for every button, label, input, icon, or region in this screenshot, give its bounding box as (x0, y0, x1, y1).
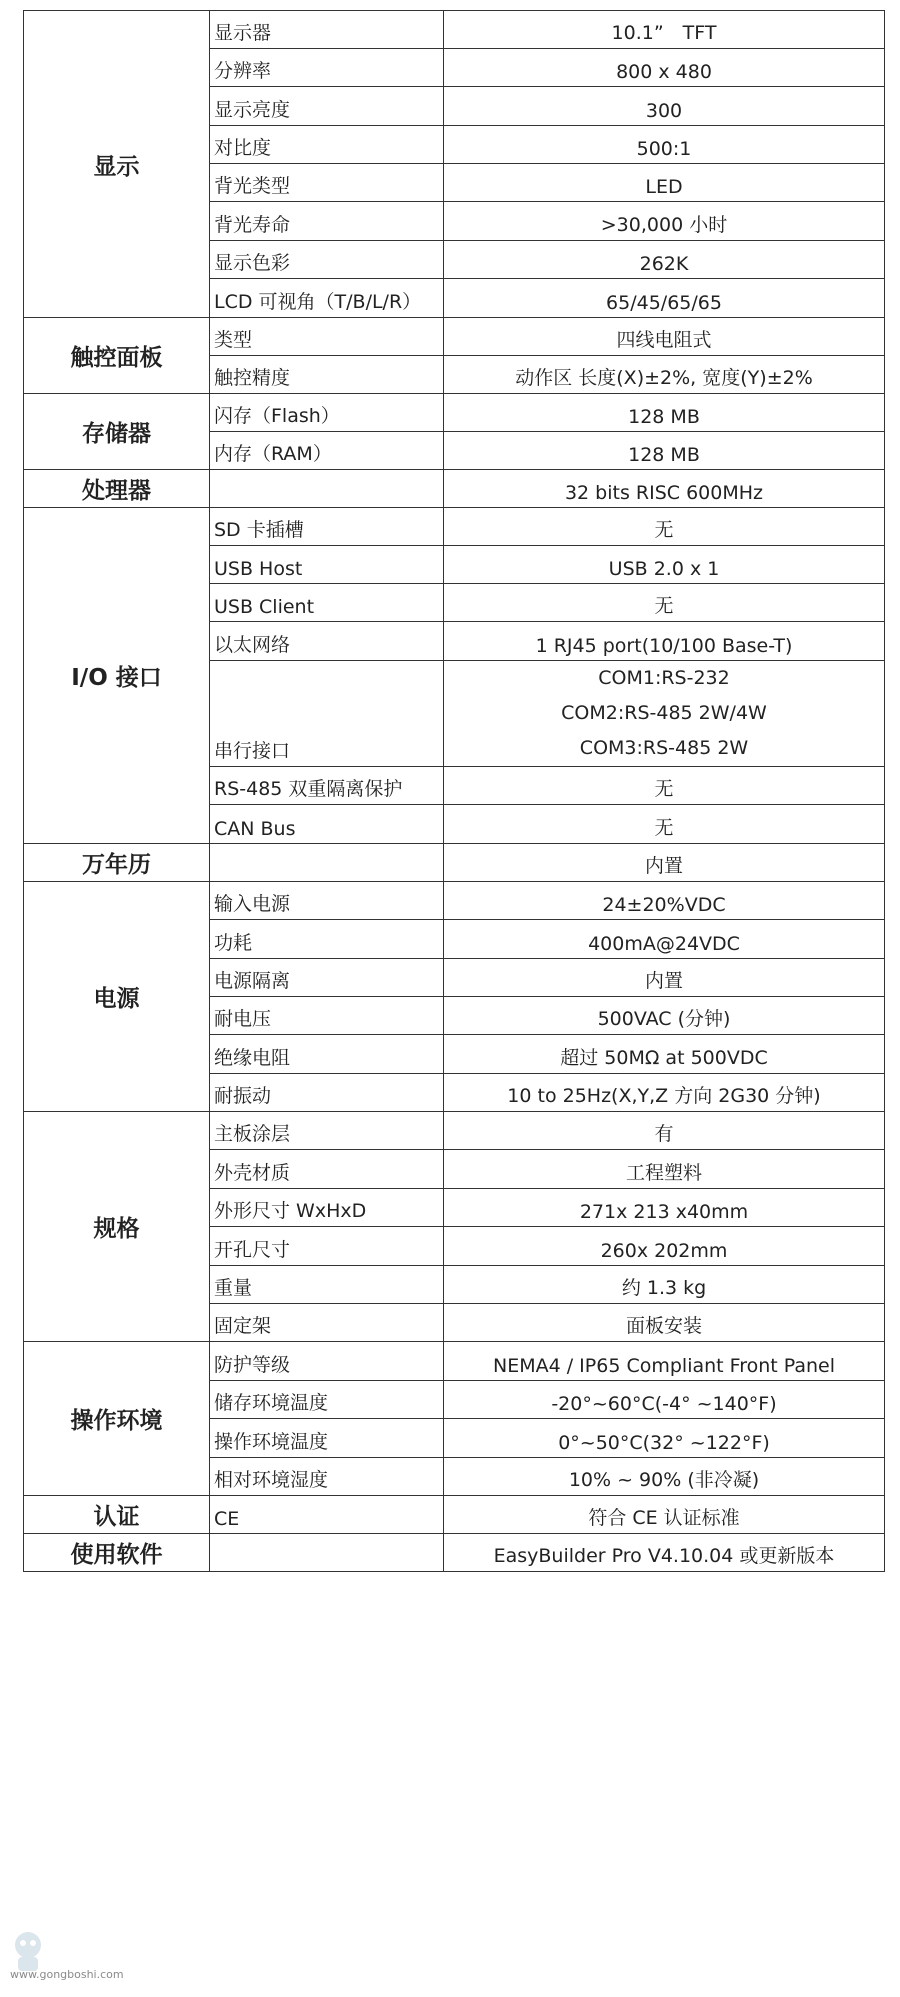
table-row (24, 318, 885, 356)
value-cell: 1 RJ45 port(10/100 Base-T) (444, 622, 885, 661)
table-row (24, 1534, 885, 1572)
item-cell: 显示亮度 (210, 87, 444, 126)
table-row (24, 844, 885, 882)
table-row (24, 1112, 885, 1150)
value-cell: 500:1 (444, 126, 885, 164)
item-cell: 闪存（Flash） (210, 394, 444, 432)
category-cell: 电源 (24, 882, 210, 1112)
value-cell: 无 (444, 584, 885, 622)
value-cell: 工程塑料 (444, 1150, 885, 1189)
value-cell: 271x 213 x40mm (444, 1189, 885, 1227)
item-cell: SD 卡插槽 (210, 508, 444, 546)
value-cell: 内置 (444, 844, 885, 882)
value-cell: 无 (444, 508, 885, 546)
value-cell: NEMA4 / IP65 Compliant Front Panel (444, 1342, 885, 1381)
item-cell: RS-485 双重隔离保护 (210, 767, 444, 805)
value-cell: 10 to 25Hz(X,Y,Z 方向 2G30 分钟) (444, 1074, 885, 1112)
item-cell: 电源隔离 (210, 959, 444, 997)
value-cell: 四线电阻式 (444, 318, 885, 356)
item-cell: 重量 (210, 1266, 444, 1304)
category-cell: I/O 接口 (24, 508, 210, 844)
item-cell: 绝缘电阻 (210, 1035, 444, 1074)
value-line: COM1:RS-232 (598, 667, 730, 689)
table-row (24, 508, 885, 546)
value-cell: 约 1.3 kg (444, 1266, 885, 1304)
item-cell: CAN Bus (210, 805, 444, 844)
spec-table-body (24, 11, 885, 1572)
value-cell: 128 MB (444, 432, 885, 470)
item-cell: 耐振动 (210, 1074, 444, 1112)
item-cell: 显示器 (210, 11, 444, 49)
value-cell: 10% ~ 90% (非冷凝) (444, 1458, 885, 1496)
value-cell: 300 (444, 87, 885, 126)
item-cell: 开孔尺寸 (210, 1227, 444, 1266)
item-cell: 外壳材质 (210, 1150, 444, 1189)
category-cell: 显示 (24, 11, 210, 318)
value-cell: 有 (444, 1112, 885, 1150)
item-cell: 主板涂层 (210, 1112, 444, 1150)
watermark-url: www.gongboshi.com (10, 1968, 124, 1981)
value-cell: 65/45/65/65 (444, 279, 885, 318)
value-cell: 10.1” TFT (444, 11, 885, 49)
value-cell: 超过 50MΩ at 500VDC (444, 1035, 885, 1074)
item-cell: LCD 可视角（T/B/L/R） (210, 279, 444, 318)
value-cell: 符合 CE 认证标准 (444, 1496, 885, 1534)
item-cell: 耐电压 (210, 997, 444, 1035)
table-row (24, 1496, 885, 1534)
item-cell: 背光寿命 (210, 202, 444, 241)
category-cell: 认证 (24, 1496, 210, 1534)
item-cell: 分辨率 (210, 49, 444, 87)
item-cell: 显示色彩 (210, 241, 444, 279)
value-cell: -20°~60°C(-4° ~140°F) (444, 1381, 885, 1419)
value-line: COM2:RS-485 2W/4W (561, 702, 767, 724)
table-row (24, 11, 885, 49)
item-cell: 输入电源 (210, 882, 444, 920)
item-cell: 以太网络 (210, 622, 444, 661)
value-cell: 32 bits RISC 600MHz (444, 470, 885, 508)
table-row (24, 394, 885, 432)
value-cell: 500VAC (分钟) (444, 997, 885, 1035)
value-cell: 面板安装 (444, 1304, 885, 1342)
value-cell: 内置 (444, 959, 885, 997)
value-cell: 262K (444, 241, 885, 279)
category-cell: 万年历 (24, 844, 210, 882)
item-cell (210, 844, 444, 882)
table-row (24, 1342, 885, 1381)
value-cell: >30,000 小时 (444, 202, 885, 241)
value-cell: 24±20%VDC (444, 882, 885, 920)
category-cell: 规格 (24, 1112, 210, 1342)
item-cell: 类型 (210, 318, 444, 356)
item-cell: 防护等级 (210, 1342, 444, 1381)
item-cell (210, 1534, 444, 1572)
category-cell: 存储器 (24, 394, 210, 470)
item-cell: 固定架 (210, 1304, 444, 1342)
value-cell: 0°~50°C(32° ~122°F) (444, 1419, 885, 1458)
category-cell: 处理器 (24, 470, 210, 508)
category-cell: 操作环境 (24, 1342, 210, 1496)
item-cell: USB Host (210, 546, 444, 584)
item-cell: 内存（RAM） (210, 432, 444, 470)
category-cell: 使用软件 (24, 1534, 210, 1572)
item-cell: 对比度 (210, 126, 444, 164)
value-cell: 260x 202mm (444, 1227, 885, 1266)
value-cell: 无 (444, 767, 885, 805)
item-cell: USB Client (210, 584, 444, 622)
item-cell: 串行接口 (210, 661, 444, 767)
spec-table (23, 10, 885, 1572)
value-cell (444, 661, 885, 767)
item-cell: 外形尺寸 WxHxD (210, 1189, 444, 1227)
value-cell: USB 2.0 x 1 (444, 546, 885, 584)
value-cell: 动作区 长度(X)±2%, 宽度(Y)±2% (444, 356, 885, 394)
item-cell: 背光类型 (210, 164, 444, 202)
value-cell: 128 MB (444, 394, 885, 432)
value-cell: 400mA@24VDC (444, 920, 885, 959)
category-cell: 触控面板 (24, 318, 210, 394)
value-cell: LED (444, 164, 885, 202)
item-cell: 相对环境湿度 (210, 1458, 444, 1496)
value-cell: EasyBuilder Pro V4.10.04 或更新版本 (444, 1534, 885, 1572)
table-row (24, 470, 885, 508)
value-cell: 800 x 480 (444, 49, 885, 87)
item-cell: 功耗 (210, 920, 444, 959)
item-cell: 储存环境温度 (210, 1381, 444, 1419)
item-cell: 操作环境温度 (210, 1419, 444, 1458)
item-cell: 触控精度 (210, 356, 444, 394)
value-line: COM3:RS-485 2W (579, 737, 749, 759)
item-cell: CE (210, 1496, 444, 1534)
table-row (24, 882, 885, 920)
value-cell: 无 (444, 805, 885, 844)
item-cell (210, 470, 444, 508)
